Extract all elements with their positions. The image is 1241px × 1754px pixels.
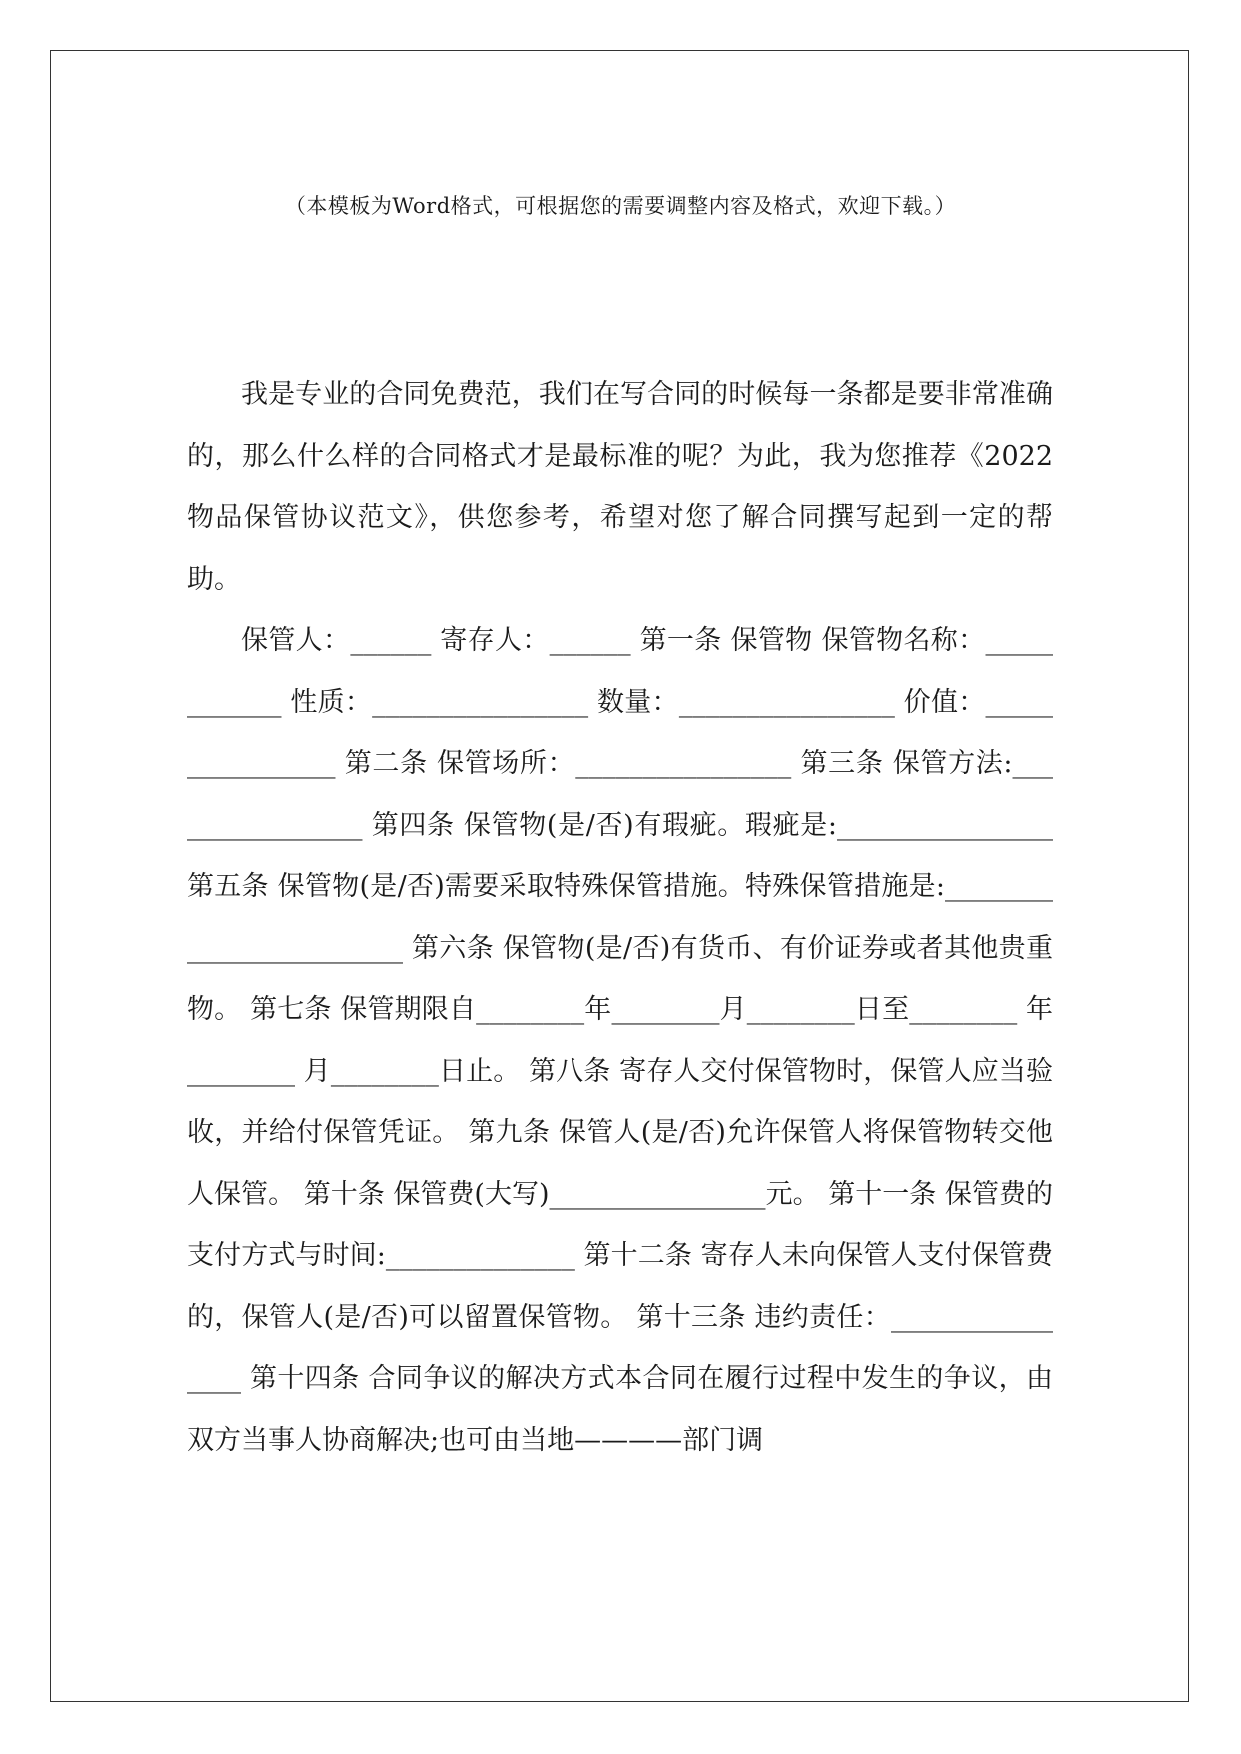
template-note: （本模板为Word格式，可根据您的需要调整内容及格式，欢迎下载。） xyxy=(284,194,957,218)
contract-terms-paragraph: 保管人：______ 寄存人：______ 第一条 保管物 保管物名称：____________ 性质：________________ 数量：________________ 价值：________________ 第二条 保管场所：________________ 第三条 保管方法:________________ 第四条 保管物(是/否)有瑕疵。瑕疵是:________________ 第五条 保管物(是/否)需要采取特殊保管措施。特殊保管措施是:________________________ 第六条 保管物(是/否)有货币、有价证券或者其他贵重物。 第七条 保管期限自________年________月________日至________ 年________ 月________日止。 第八条 寄存人交付保管物时，保管人应当验收，并给付保管凭证。 第九条 保管人(是/否)允许保管人将保管物转交他人保管。 第十条 保管费(大写)________________元。 第十一条 保管费的支付方式与时间:______________ 第十二条 寄存人未向保管人支付保管费的，保管人(是/否)可以留置保管物。 第十三条 违约责任：________________ 第十四条 合同争议的解决方式本合同在履行过程中发生的争议，由双方当事人协商解决;也可由当地————部门调 xyxy=(187,625,1053,1456)
document-body xyxy=(187,364,1053,1471)
intro-paragraph: 我是专业的合同免费范，我们在写合同的时候每一条都是要非常准确的，那么什么样的合同格式才是最标准的呢？为此，我为您推荐《2022物品保管协议范文》，供您参考，希望对您了解合同撰写起到一定的帮助。 xyxy=(187,379,1053,595)
